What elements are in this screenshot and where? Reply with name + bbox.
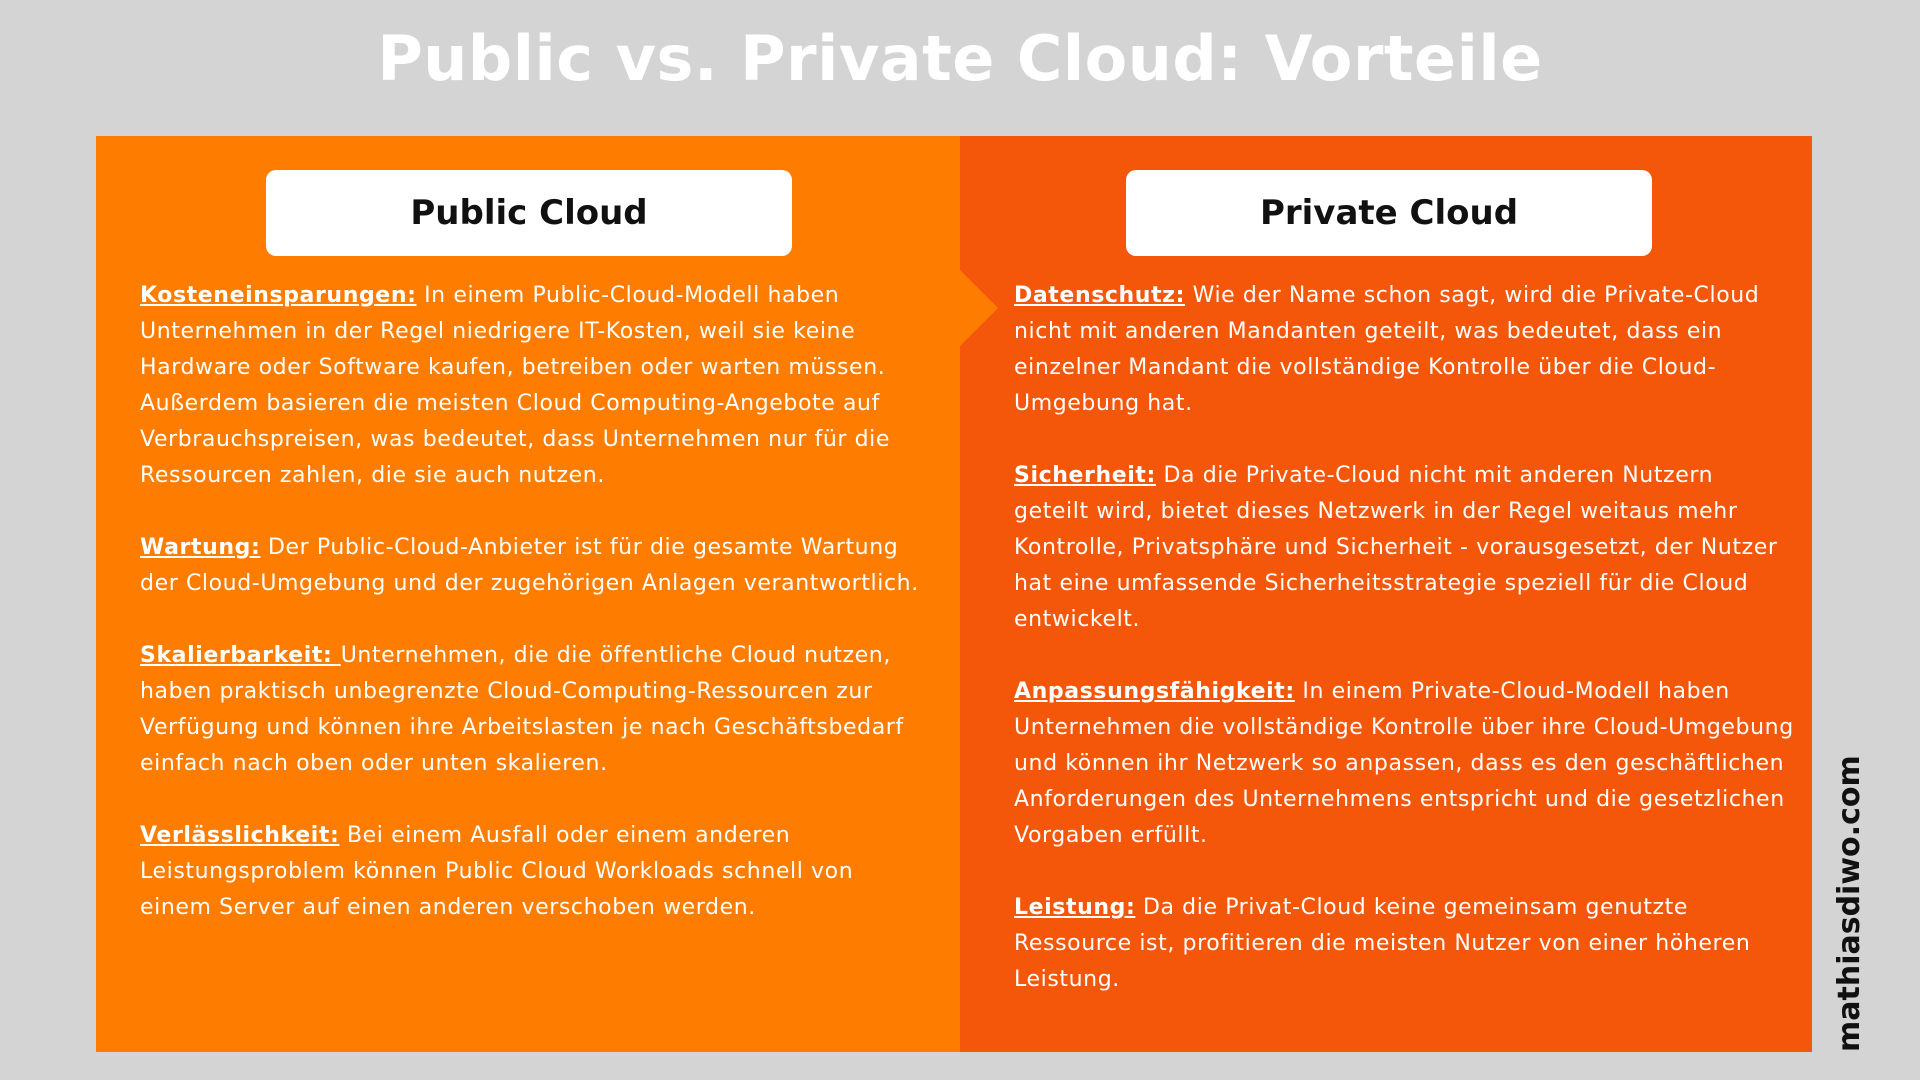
advantage-term: Datenschutz: bbox=[1014, 283, 1185, 308]
advantage-text: Unternehmen, die die öffentliche Cloud nutzen, haben praktisch unbegrenzte Cloud-Computing-Ressourcen zur Verfügung und können ihre Arbeitslasten je nach Geschäftsbedarf einfach nach oben oder unten skalieren. bbox=[140, 643, 904, 776]
advantage-text: Da die Privat-Cloud keine gemeinsam genutzte Ressource ist, profitieren die meisten Nutzer von einer höheren Leistung. bbox=[1014, 895, 1751, 992]
page-title: Public vs. Private Cloud: Vorteile bbox=[377, 22, 1543, 95]
advantage-term: Kosteneinsparungen: bbox=[140, 283, 417, 308]
private-cloud-heading: Private Cloud bbox=[1126, 170, 1652, 256]
advantage-item bbox=[1014, 278, 1794, 422]
advantage-text: In einem Private-Cloud-Modell haben Unternehmen die vollständige Kontrolle über ihre Cloud-Umgebung und können ihr Netzwerk so anpassen, dass es den geschäftlichen Anforderungen des Unternehmens entspricht und die gesetzlichen Vorgaben erfüllt. bbox=[1014, 679, 1794, 848]
divider-arrow bbox=[960, 270, 998, 346]
private-cloud-panel bbox=[960, 136, 1812, 1052]
advantage-item bbox=[1014, 890, 1794, 998]
site-watermark: mathiasdiwo.com bbox=[1832, 755, 1867, 1052]
advantage-term: Wartung: bbox=[140, 535, 261, 560]
advantage-item bbox=[1014, 458, 1794, 638]
advantage-text: Bei einem Ausfall oder einem anderen Leistungsproblem können Public Cloud Workloads schnell von einem Server auf einen anderen verschoben werden. bbox=[140, 823, 854, 920]
advantage-term: Verlässlichkeit: bbox=[140, 823, 340, 848]
advantage-text: Da die Private-Cloud nicht mit anderen Nutzern geteilt wird, bietet dieses Netzwerk in der Regel weitaus mehr Kontrolle, Privatsphäre und Sicherheit - vorausgesetzt, der Nutzer hat eine umfassende Sicherheitsstrategie speziell für die Cloud entwickelt. bbox=[1014, 463, 1778, 632]
advantage-item bbox=[1014, 674, 1794, 854]
advantage-item bbox=[140, 818, 930, 926]
advantage-term: Sicherheit: bbox=[1014, 463, 1156, 488]
advantage-item bbox=[140, 530, 930, 602]
private-cloud-advantages bbox=[1014, 278, 1794, 998]
advantage-text: Der Public-Cloud-Anbieter ist für die gesamte Wartung der Cloud-Umgebung und der zugehörigen Anlagen verantwortlich. bbox=[140, 535, 919, 596]
advantage-term: Anpassungsfähigkeit: bbox=[1014, 679, 1295, 704]
advantage-term: Leistung: bbox=[1014, 895, 1136, 920]
advantage-text: Wie der Name schon sagt, wird die Private-Cloud nicht mit anderen Mandanten geteilt, was bedeutet, dass ein einzelner Mandant die vollständige Kontrolle über die Cloud-Umgebung hat. bbox=[1014, 283, 1760, 416]
public-cloud-advantages bbox=[140, 278, 930, 926]
public-cloud-heading: Public Cloud bbox=[266, 170, 792, 256]
advantage-text: In einem Public-Cloud-Modell haben Unternehmen in der Regel niedrigere IT-Kosten, weil sie keine Hardware oder Software kaufen, betreiben oder warten müssen. Außerdem basieren die meisten Cloud Computing-Angebote auf Verbrauchspreisen, was bedeutet, dass Unternehmen nur für die Ressourcen zahlen, die sie auch nutzen. bbox=[140, 283, 891, 488]
advantage-term: Skalierbarkeit: bbox=[140, 643, 341, 668]
public-cloud-panel bbox=[96, 136, 960, 1052]
advantage-item bbox=[140, 278, 930, 494]
advantage-item bbox=[140, 638, 930, 782]
